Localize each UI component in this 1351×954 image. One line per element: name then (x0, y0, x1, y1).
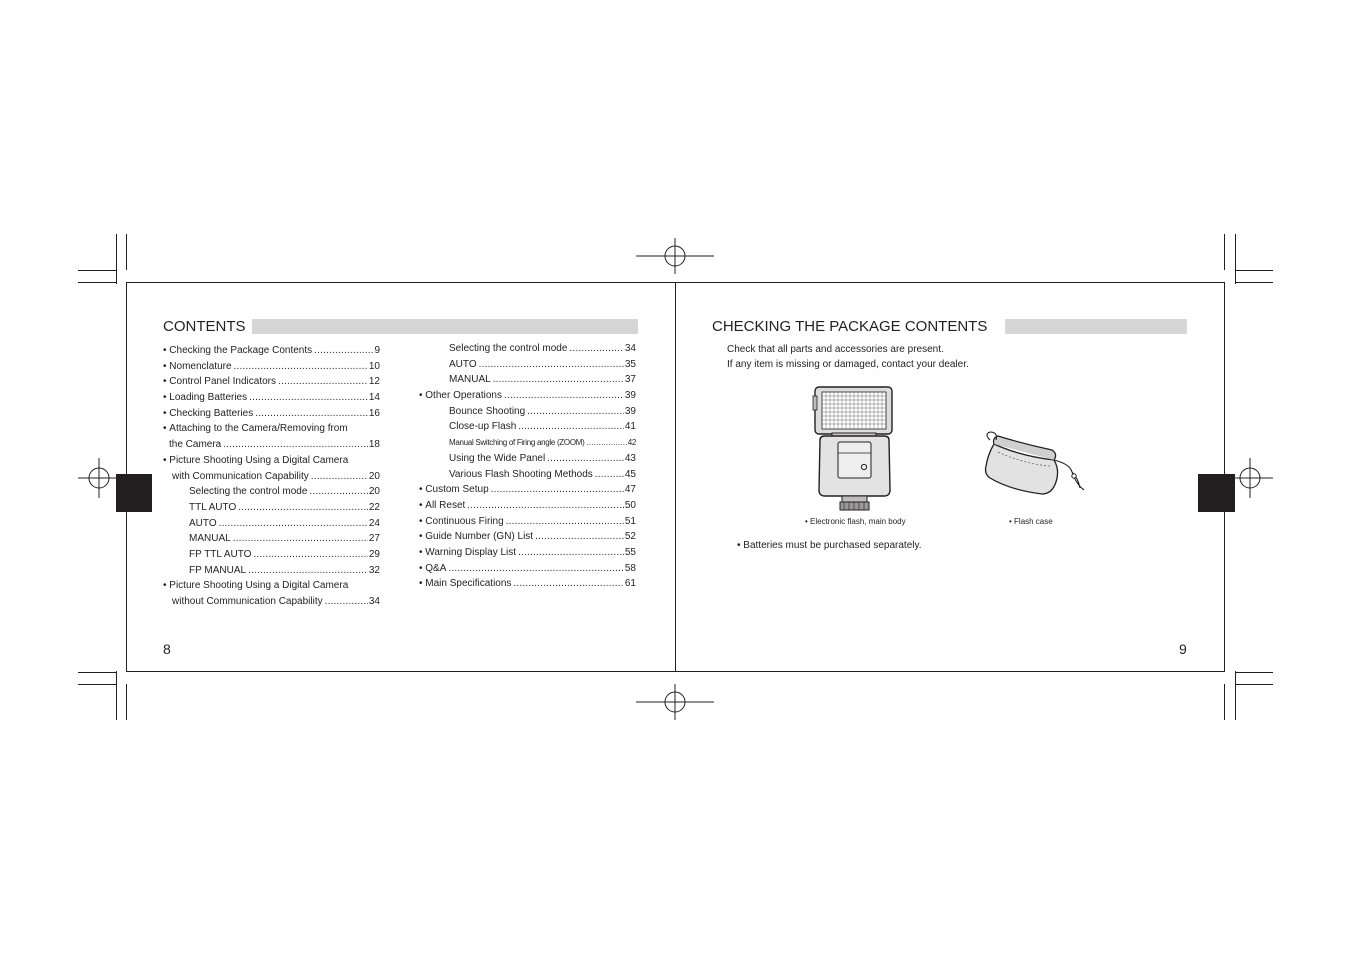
toc-entry-label: • Other Operations (419, 388, 502, 404)
toc-entry-label: MANUAL (189, 533, 231, 545)
toc-entry-label: • Q&A (419, 561, 446, 577)
toc-entry (163, 578, 380, 594)
toc-entry (419, 529, 636, 545)
toc-leader-dots (586, 435, 626, 451)
toc-entry (163, 421, 380, 437)
toc-entry-page: 39 (624, 405, 636, 417)
toc-leader-dots (547, 451, 624, 467)
toc-leader-dots (233, 531, 368, 547)
toc-entry-label: the Camera (169, 439, 222, 451)
toc-leader-dots (535, 529, 624, 545)
toc-entry-label: • All Reset (419, 498, 465, 514)
toc-entry-page: 14 (368, 392, 380, 404)
toc-entry-label: Selecting the control mode (449, 343, 568, 354)
toc-entry (163, 437, 380, 453)
registration-mark-bottom (636, 684, 714, 720)
toc-leader-dots (518, 419, 624, 435)
toc-entry-label: • Checking Batteries (163, 406, 253, 422)
toc-leader-dots (448, 561, 623, 577)
toc-entry-page: 18 (368, 439, 380, 451)
toc-entry (419, 372, 636, 388)
toc-entry-page: 43 (624, 452, 636, 464)
toc-entry (163, 359, 380, 375)
toc-leader-dots (248, 563, 368, 579)
toc-entry-page: 51 (624, 515, 636, 527)
toc-entry-label: Close-up Flash (449, 421, 517, 433)
toc-entry (163, 516, 380, 532)
toc-leader-dots (595, 467, 624, 483)
toc-leader-dots (518, 545, 624, 561)
toc-leader-dots (491, 482, 624, 498)
toc-entry (419, 435, 636, 451)
toc-leader-dots (504, 388, 624, 404)
toc-entry-page: 9 (374, 345, 380, 356)
intro-line-2: If any item is missing or damaged, contact your dealer. (727, 359, 969, 370)
registration-mark-right (1235, 458, 1273, 498)
toc-entry-label: FP MANUAL (189, 564, 247, 576)
toc-entry-page: 29 (368, 548, 380, 560)
toc-entry-label: Various Flash Shooting Methods (449, 468, 593, 480)
toc-entry (163, 390, 380, 406)
toc-entry-page: 37 (624, 374, 636, 386)
right-thumb-tab (1198, 474, 1235, 512)
toc-entry-page: 32 (368, 564, 380, 576)
left-thumb-tab (116, 474, 152, 512)
toc-entry-page: 20 (368, 486, 380, 498)
toc-entry-label: • Loading Batteries (163, 390, 247, 406)
toc-leader-dots (249, 390, 368, 406)
toc-entry-page: 10 (368, 360, 380, 372)
toc-entry-page: 58 (624, 562, 636, 574)
toc-entry (163, 374, 380, 390)
toc-entry-label: • Nomenclature (163, 359, 232, 375)
toc-entry-label: without Communication Capability (172, 596, 323, 607)
caption-flash-case: • Flash case (1009, 517, 1053, 526)
toc-entry-page: 27 (368, 533, 380, 545)
toc-entry (163, 547, 380, 563)
toc-entry (163, 484, 380, 500)
toc-entry-page: 12 (368, 376, 380, 388)
toc-leader-dots (314, 343, 373, 359)
toc-entry-label: AUTO (449, 358, 477, 370)
toc-entry (163, 563, 380, 579)
toc-entry-page: 42 (627, 438, 636, 448)
toc-entry (419, 341, 636, 357)
toc-entry (419, 451, 636, 467)
toc-leader-dots (219, 516, 368, 532)
package-contents-heading-bar (1005, 319, 1187, 334)
toc-entry-page: 35 (624, 358, 636, 370)
toc-leader-dots (493, 372, 624, 388)
toc-entry-label: • Checking the Package Contents (163, 343, 312, 359)
contents-heading-bar (252, 319, 638, 334)
toc-leader-dots (311, 469, 368, 485)
registration-mark-left (78, 458, 116, 498)
toc-leader-dots (479, 357, 624, 373)
toc-entry-label: • Continuous Firing (419, 514, 504, 530)
toc-entry-page: 22 (368, 501, 380, 513)
toc-entry (419, 388, 636, 404)
toc-column-1 (163, 343, 380, 610)
toc-leader-dots (238, 500, 368, 516)
toc-entry-label: Using the Wide Panel (449, 452, 546, 464)
registration-mark-top (636, 238, 714, 274)
toc-entry (419, 419, 636, 435)
toc-entry (419, 467, 636, 483)
toc-entry-page: 50 (624, 499, 636, 511)
toc-entry (163, 453, 380, 469)
flash-case-illustration (980, 430, 1088, 498)
toc-entry-label: FP TTL AUTO (189, 548, 252, 560)
toc-entry-page: 34 (368, 596, 380, 607)
toc-entry-page: 24 (368, 517, 380, 529)
toc-entry-label: MANUAL (449, 374, 491, 386)
toc-entry-label: • Guide Number (GN) List (419, 529, 533, 545)
toc-entry-page: 34 (624, 343, 636, 354)
toc-entry (419, 514, 636, 530)
toc-entry-label: Selecting the control mode (189, 486, 308, 498)
toc-leader-dots (467, 498, 624, 514)
toc-entry (163, 594, 380, 610)
caption-electronic-flash: • Electronic flash, main body (805, 517, 906, 526)
package-contents-heading: CHECKING THE PACKAGE CONTENTS (712, 318, 988, 335)
toc-entry-label: Bounce Shooting (449, 405, 526, 417)
toc-entry-page: 52 (624, 531, 636, 543)
toc-entry (419, 498, 636, 514)
toc-entry-page: 41 (624, 421, 636, 433)
toc-entry (163, 469, 380, 485)
toc-leader-dots (223, 437, 368, 453)
toc-entry (419, 404, 636, 420)
toc-leader-dots (253, 547, 367, 563)
toc-entry-label: AUTO (189, 517, 217, 529)
toc-entry-label: • Attaching to the Camera/Removing from (163, 421, 348, 437)
toc-leader-dots (325, 594, 368, 610)
toc-entry-label: • Control Panel Indicators (163, 374, 276, 390)
toc-entry-page: 16 (368, 407, 380, 419)
contents-heading: CONTENTS (163, 318, 246, 335)
toc-leader-dots (506, 514, 624, 530)
toc-entry (163, 500, 380, 516)
toc-entry (419, 545, 636, 561)
electronic-flash-illustration (812, 386, 898, 514)
toc-entry-page: 47 (624, 484, 636, 496)
toc-leader-dots (569, 341, 623, 357)
right-page-frame (675, 282, 1225, 672)
toc-entry-label: • Picture Shooting Using a Digital Camera (163, 578, 348, 594)
toc-leader-dots (309, 484, 367, 500)
toc-entry-label: TTL AUTO (189, 501, 237, 513)
toc-leader-dots (527, 404, 624, 420)
toc-entry-label: • Picture Shooting Using a Digital Camera (163, 453, 348, 469)
toc-entry-label: with Communication Capability (172, 470, 309, 482)
toc-leader-dots (234, 359, 368, 375)
toc-entry-page: 20 (368, 470, 380, 482)
toc-entry (163, 531, 380, 547)
toc-entry-page: 45 (624, 468, 636, 480)
toc-entry (419, 482, 636, 498)
toc-entry (419, 576, 636, 592)
toc-column-2 (419, 341, 636, 592)
toc-entry-label: • Main Specifications (419, 576, 511, 592)
intro-line-1: Check that all parts and accessories are present. (727, 344, 944, 355)
toc-entry-label: • Warning Display List (419, 545, 516, 561)
page-number-right: 9 (1179, 641, 1187, 657)
toc-entry-label: Manual Switching of Firing angle (ZOOM) (449, 438, 585, 448)
toc-entry-label: • Custom Setup (419, 482, 489, 498)
batteries-note: • Batteries must be purchased separately. (737, 540, 922, 551)
toc-entry-page: 55 (624, 546, 636, 558)
toc-entry (163, 343, 380, 359)
toc-leader-dots (255, 406, 368, 422)
toc-entry-page: 61 (624, 578, 636, 590)
toc-entry (163, 406, 380, 422)
toc-entry (419, 561, 636, 577)
page-number-left: 8 (163, 641, 171, 657)
toc-entry-page: 39 (624, 390, 636, 402)
toc-entry (419, 357, 636, 373)
toc-leader-dots (513, 576, 623, 592)
toc-leader-dots (278, 374, 368, 390)
